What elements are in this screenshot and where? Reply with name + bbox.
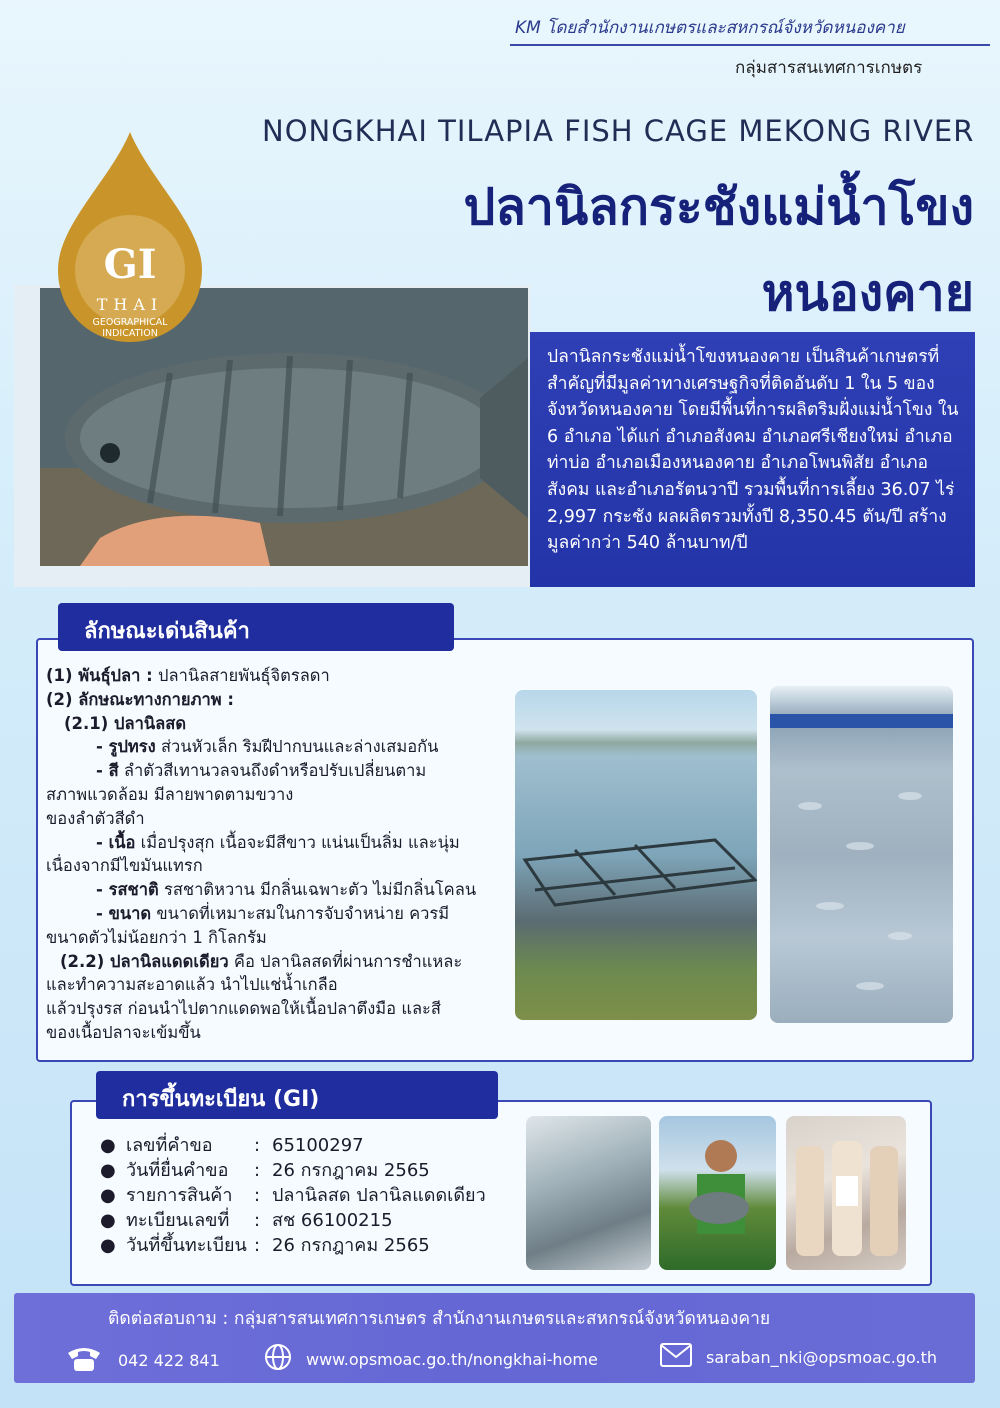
- svg-text:THAI: THAI: [96, 295, 164, 314]
- farmer-holding-fish-photo: [659, 1116, 776, 1270]
- dried-tilapia-package-photo: [786, 1116, 906, 1270]
- svg-text:GEOGRAPHICAL: GEOGRAPHICAL: [92, 317, 168, 328]
- contact-email[interactable]: [660, 1343, 937, 1371]
- feature-line: - รสชาติ รสชาติหวาน มีกลิ่นเฉพาะตัว ไม่มีกลิ่นโคลน: [96, 880, 477, 900]
- registration-row: ● รายการสินค้า : ปลานิลสด ปลานิลแดดเดียว: [100, 1185, 486, 1206]
- feature-line: สภาพแวดล้อม มีลายพาดตามขวาง: [46, 784, 294, 804]
- mail-icon: [660, 1343, 692, 1371]
- department-name: กลุ่มสารสนเทศการเกษตร: [735, 58, 923, 78]
- feature-line: ขนาดตัวไม่น้อยกว่า 1 กิโลกรัม: [46, 927, 267, 947]
- registration-row: ● วันที่ยื่นคำขอ : 26 กรกฎาคม 2565: [100, 1160, 430, 1181]
- fresh-tilapia-photo: [526, 1116, 651, 1270]
- mekong-cage-photo: [515, 690, 757, 1020]
- feature-line: (2.1) ปลานิลสด: [64, 713, 187, 733]
- registration-row: ● เลขที่คำขอ : 65100297: [100, 1135, 364, 1156]
- registration-heading: การขึ้นทะเบียน (GI): [122, 1087, 320, 1112]
- features-text: [46, 664, 506, 1045]
- km-credit-line: KM โดยสำนักงานเกษตรและสหกรณ์จังหวัดหนองคาย: [515, 18, 905, 38]
- feature-line: (2.2) ปลานิลแดดเดียว คือ ปลานิลสดที่ผ่านการชำแหละ: [60, 951, 463, 971]
- feature-line: - เนื้อ เมื่อปรุงสุก เนื้อจะมีสีขาว แน่นเป็นลิ่ม และนุ่ม: [96, 832, 460, 852]
- contact-phone[interactable]: [64, 1343, 220, 1377]
- feature-line: - ขนาด ขนาดที่เหมาะสมในการจับจำหน่าย ควรมี: [96, 903, 450, 923]
- registration-list: [100, 1133, 486, 1258]
- email-address: saraban_nki@opsmoac.go.th: [706, 1347, 937, 1367]
- feature-line: และทำความสะอาดแล้ว นำไปแช่น้ำเกลือ: [46, 975, 338, 995]
- feature-line: - รูปทรง ส่วนหัวเล็ก ริมฝีปากบนและล่างเสมอกัน: [96, 737, 439, 757]
- feature-line: - สี ลำตัวสีเทานวลจนถึงดำหรือปรับเปลี่ยนตาม: [96, 761, 427, 781]
- feature-line: เนื่องจากมีไขมันแทรก: [46, 856, 203, 876]
- phone-number: 042 422 841: [118, 1350, 220, 1370]
- english-title: NONGKHAI TILAPIA FISH CAGE MEKONG RIVER: [262, 114, 975, 148]
- website-url: www.opsmoac.go.th/nongkhai-home: [306, 1349, 598, 1369]
- intro-paragraph: ปลานิลกระชังแม่น้ำโขงหนองคาย เป็นสินค้าเกษตรที่สำคัญที่มีมูลค่าทางเศรษฐกิจที่ติดอันดับ 1 ใน 5 ของจังหวัดหนองคาย โดยมีพื้นที่การผลิตริมฝั่งแม่น้ำโขง ใน 6 อำเภอ ได้แก่ อำเภอสังคม อำเภอศรีเชียงใหม่ อำเภอท่าบ่อ อำเภอเมืองหนองคาย อำเภอโพนพิสัย อำเภอสังคม และอำเภอรัตนวาปี รวมพื้นที่การเลี้ยง 36.07 ไร่ 2,997 กระชัง ผลผลิตรวมทั้งปี 8,350.45 ตัน/ปี สร้างมูลค่ากว่า 540 ล้านบาท/ปี: [547, 347, 959, 554]
- fish-cage-feeding-photo: [770, 686, 953, 1023]
- svg-text:INDICATION: INDICATION: [102, 328, 158, 339]
- feature-line: ของเนื้อปลาจะเข้มขึ้น: [46, 1022, 201, 1042]
- registration-row: ● ทะเบียนเลขที่ : สช 66100215: [100, 1210, 393, 1231]
- feature-line: (1) พันธุ์ปลา : ปลานิลสายพันธุ์จิตรลดา: [46, 666, 330, 685]
- thai-subtitle: หนองคาย: [761, 264, 974, 322]
- thai-title: ปลานิลกระชังแม่น้ำโขง: [463, 178, 974, 236]
- header-divider: [510, 44, 990, 46]
- globe-icon: [264, 1343, 292, 1375]
- contact-website[interactable]: [264, 1343, 598, 1375]
- feature-line: ของลำตัวสีดำ: [46, 808, 145, 828]
- registration-row: ● วันที่ขึ้นทะเบียน : 26 กรกฎาคม 2565: [100, 1235, 430, 1256]
- feature-line: (2) ลักษณะทางกายภาพ :: [46, 689, 234, 709]
- phone-icon: [64, 1343, 104, 1377]
- feature-line: แล้วปรุงรส ก่อนนำไปตากแดดพอให้เนื้อปลาตึงมือ และสี: [46, 999, 441, 1019]
- gi-thai-logo: [50, 130, 210, 345]
- svg-text:GI: GI: [103, 241, 157, 288]
- features-heading: ลักษณะเด่นสินค้า: [84, 619, 250, 644]
- contact-title: ติดต่อสอบถาม : กลุ่มสารสนเทศการเกษตร สำนักงานเกษตรและสหกรณ์จังหวัดหนองคาย: [108, 1309, 771, 1329]
